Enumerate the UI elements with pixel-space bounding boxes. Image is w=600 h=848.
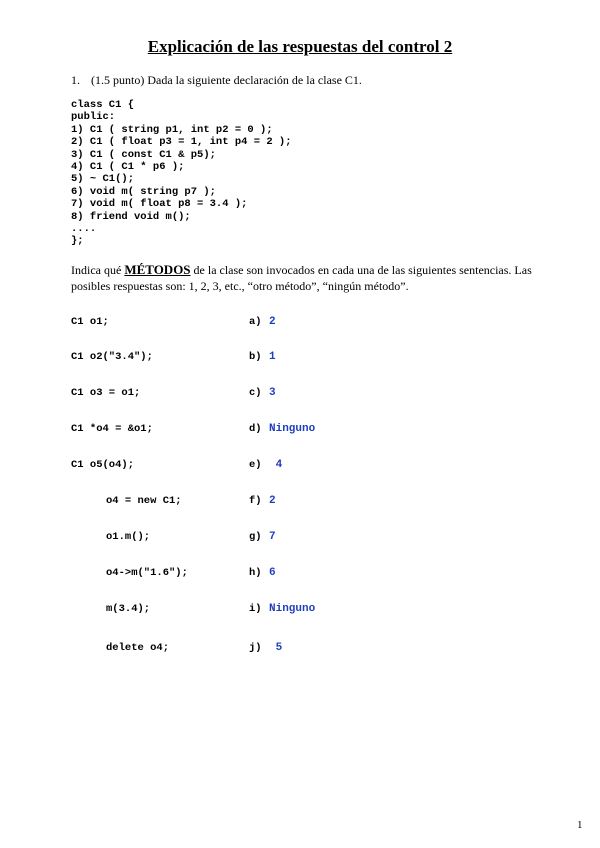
instructions-text-before: Indica qué <box>71 263 125 277</box>
answer-row-d <box>71 423 316 437</box>
answer-value: 3 <box>269 387 276 399</box>
answer-row-e <box>71 459 283 473</box>
answer-value: 5 <box>269 642 283 654</box>
answer-value: 1 <box>269 351 276 363</box>
code-line: 7) void m( float p8 = 3.4 ); <box>71 198 248 211</box>
code-line: public: <box>71 111 116 124</box>
question-number: 1. <box>71 73 80 87</box>
page-title: Explicación de las respuestas del control 2 <box>147 37 453 56</box>
code-line: 6) void m( string p7 ); <box>71 185 216 198</box>
answer-letter: g) <box>249 531 262 543</box>
answer-row-b <box>71 351 276 365</box>
question-header <box>71 73 362 88</box>
answer-value: Ninguno <box>269 423 316 435</box>
class-declaration-code <box>71 99 292 248</box>
code-line: 5) ~ C1(); <box>71 173 135 186</box>
statement: C1 o2("3.4"); <box>71 351 153 363</box>
answer-letter: a) <box>249 316 262 328</box>
answer-row-i <box>71 603 316 617</box>
page-number: 1 <box>577 819 583 831</box>
answer-value: 2 <box>269 495 276 507</box>
statement: o4->m("1.6"); <box>106 567 188 579</box>
answer-letter: d) <box>249 423 262 435</box>
code-line: 1) C1 ( string p1, int p2 = 0 ); <box>71 123 273 136</box>
code-line: 3) C1 ( const C1 & p5); <box>71 148 216 161</box>
code-line: }; <box>71 235 84 248</box>
answer-row-a <box>71 316 276 330</box>
statement: C1 o3 = o1; <box>71 387 141 399</box>
code-line: class C1 { <box>71 99 135 111</box>
answer-letter: f) <box>249 495 262 507</box>
instructions-text-after: de la clase son invocados en cada una de las siguientes sentencias. Las posibles respuestas son: 1, 2, 3, etc., “otro método”, “ningún método”. <box>71 263 532 293</box>
answer-value: 4 <box>269 459 283 471</box>
statement: o4 = new C1; <box>106 495 182 507</box>
answer-letter: e) <box>249 459 262 471</box>
answer-row-f <box>71 495 276 509</box>
answer-letter: h) <box>249 567 262 579</box>
answer-letter: i) <box>249 603 262 615</box>
code-line: .... <box>71 223 97 236</box>
statement: m(3.4); <box>106 603 151 615</box>
answer-value: 6 <box>269 567 276 579</box>
answer-row-h <box>71 567 276 581</box>
answer-row-c <box>71 387 276 401</box>
statement: delete o4; <box>106 642 170 654</box>
code-line: 8) friend void m(); <box>71 210 191 223</box>
statement: C1 o5(o4); <box>71 459 135 471</box>
code-line: 2) C1 ( float p3 = 1, int p4 = 2 ); <box>71 136 292 149</box>
answer-row-g <box>71 531 276 545</box>
instructions-keyword: MÉTODOS <box>124 262 191 277</box>
answer-letter: b) <box>249 351 262 363</box>
statement: C1 *o4 = &o1; <box>71 423 153 435</box>
code-line: 4) C1 ( C1 * p6 ); <box>71 161 185 174</box>
answer-value: 7 <box>269 531 276 543</box>
answer-value: Ninguno <box>269 603 316 615</box>
answer-letter: c) <box>249 387 262 399</box>
answer-row-j <box>71 642 283 656</box>
instructions-paragraph <box>71 262 541 294</box>
answer-letter: j) <box>249 642 262 654</box>
statement: C1 o1; <box>71 316 109 328</box>
question-text: (1.5 punto) Dada la siguiente declaración de la clase C1. <box>91 73 362 87</box>
answer-value: 2 <box>269 316 276 328</box>
statement: o1.m(); <box>106 531 151 543</box>
